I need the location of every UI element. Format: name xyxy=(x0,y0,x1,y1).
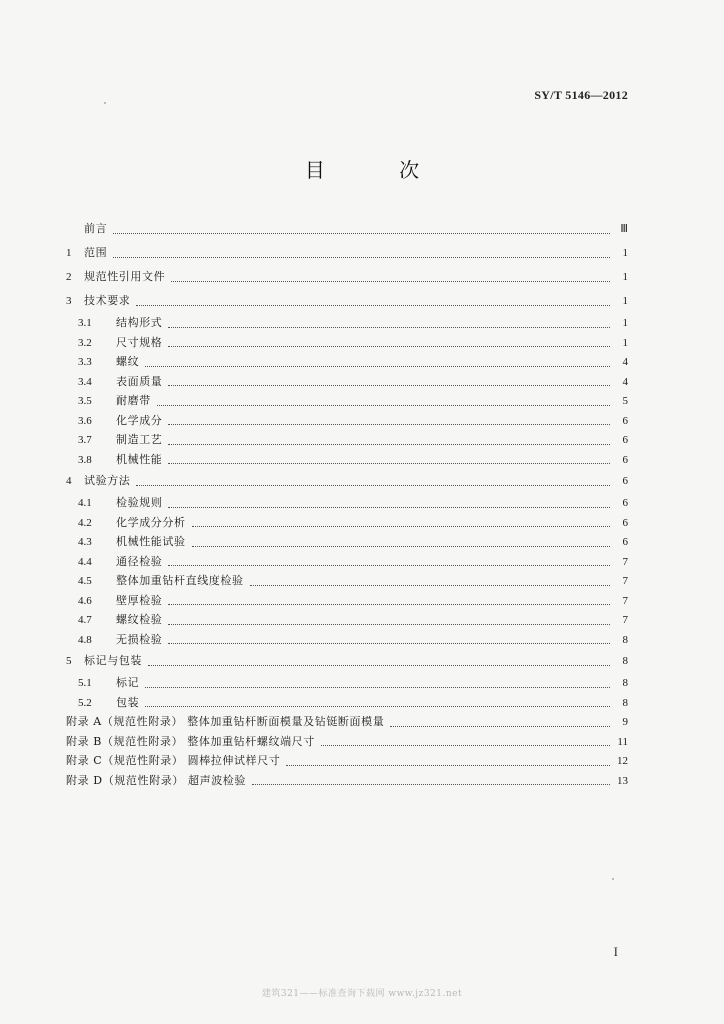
toc-dot-leader xyxy=(168,326,610,328)
toc-entry-number: 3.7 xyxy=(78,434,92,446)
toc-dot-leader xyxy=(136,304,610,306)
toc-entry-page: 1 xyxy=(622,336,628,349)
toc-entry-number: 5 xyxy=(66,655,72,667)
toc-dot-leader xyxy=(168,345,610,347)
toc-entry-number: 4.8 xyxy=(78,633,92,646)
toc-entry[interactable] xyxy=(66,712,628,732)
toc-entry[interactable] xyxy=(66,610,628,630)
toc-dot-leader xyxy=(113,256,610,258)
toc-entry[interactable] xyxy=(66,241,628,265)
toc-entry[interactable] xyxy=(66,732,628,752)
page-title: 目 次 xyxy=(304,158,454,182)
toc-entry-page: 8 xyxy=(622,696,628,709)
toc-entry-page: 1 xyxy=(622,271,628,283)
toc-entry[interactable] xyxy=(66,513,628,533)
toc-entry-number: 4.1 xyxy=(78,497,92,509)
toc-dot-leader xyxy=(136,484,610,486)
toc-entry[interactable] xyxy=(66,391,628,411)
toc-dot-leader xyxy=(252,783,610,785)
toc-entry-page: 1 xyxy=(622,247,628,259)
toc-entry-page: 6 xyxy=(622,414,628,427)
toc-entry-page: 4 xyxy=(622,375,628,388)
toc-dot-leader xyxy=(168,443,610,445)
toc-entry-page: 6 xyxy=(622,536,628,548)
toc-entry-label: 通径检验 xyxy=(116,554,163,568)
toc-dot-leader xyxy=(168,384,610,386)
toc-entry[interactable] xyxy=(66,352,628,372)
toc-dot-leader xyxy=(171,280,610,282)
toc-dot-leader xyxy=(192,545,610,547)
toc-entry-page: 8 xyxy=(622,633,628,646)
toc-entry-label: 附录 C（规范性附录） 圆棒拉伸试样尺寸 xyxy=(66,754,281,767)
toc-entry[interactable] xyxy=(66,673,628,693)
toc-entry-page: 7 xyxy=(622,614,628,626)
toc-entry-number: 3.6 xyxy=(78,414,92,427)
toc-entry[interactable] xyxy=(66,372,628,392)
scan-speck xyxy=(612,878,614,880)
toc-entry[interactable] xyxy=(66,313,628,333)
toc-entry-label: 附录 B（规范性附录） 整体加重钻杆螺纹端尺寸 xyxy=(66,734,315,748)
toc-entry-page: 8 xyxy=(622,655,628,667)
toc-entry-label: 机械性能 xyxy=(116,452,163,466)
toc-dot-leader xyxy=(168,462,610,464)
toc-entry-number: 4 xyxy=(66,475,72,487)
toc-entry[interactable] xyxy=(66,493,628,513)
toc-entry[interactable] xyxy=(66,289,628,313)
toc-entry-page: 7 xyxy=(622,575,628,587)
toc-dot-leader xyxy=(145,686,610,688)
toc-entry-page: 6 xyxy=(622,475,628,487)
page-folio: I xyxy=(613,944,618,959)
toc-dot-leader xyxy=(157,404,610,406)
toc-entry-label: 规范性引用文件 xyxy=(84,270,166,283)
toc-entry-label: 结构形式 xyxy=(116,316,163,329)
toc-entry-label: 制造工艺 xyxy=(116,433,163,446)
toc-entry-label: 标记 xyxy=(116,676,140,689)
toc-dot-leader xyxy=(145,365,610,367)
toc-entry-label: 包装 xyxy=(116,695,140,709)
toc-entry[interactable] xyxy=(66,552,628,572)
toc-entry-label: 无损检验 xyxy=(116,632,163,646)
toc-entry-label: 尺寸规格 xyxy=(116,335,163,349)
toc-entry-number: 4.5 xyxy=(78,575,92,587)
toc-entry[interactable] xyxy=(66,693,628,713)
toc-entry-page: 11 xyxy=(617,735,628,748)
toc-entry-label: 耐磨带 xyxy=(116,394,151,407)
toc-entry-number: 3.3 xyxy=(78,356,92,368)
toc-entry-number: 4.2 xyxy=(78,516,92,529)
toc-entry-number: 2 xyxy=(66,271,72,283)
toc-entry[interactable] xyxy=(66,771,628,791)
toc-entry[interactable] xyxy=(66,469,628,493)
toc-entry-label: 检验规则 xyxy=(116,496,163,509)
toc-dot-leader xyxy=(192,525,610,527)
table-of-contents xyxy=(66,217,628,790)
toc-entry-page: 1 xyxy=(622,295,628,307)
toc-dot-leader xyxy=(113,232,610,234)
toc-entry-label: 化学成分分析 xyxy=(116,515,186,529)
toc-dot-leader xyxy=(168,623,610,625)
toc-entry[interactable] xyxy=(66,217,628,241)
toc-entry-label: 螺纹检验 xyxy=(116,613,163,626)
toc-entry-page: 6 xyxy=(622,516,628,529)
toc-entry-page: 4 xyxy=(622,356,628,368)
toc-entry-number: 4.3 xyxy=(78,536,92,548)
toc-entry-page: 7 xyxy=(622,594,628,607)
toc-dot-leader xyxy=(390,725,610,727)
toc-entry[interactable] xyxy=(66,649,628,673)
toc-entry-label: 标记与包装 xyxy=(84,654,142,667)
toc-entry-label: 前言 xyxy=(84,222,108,235)
toc-entry[interactable] xyxy=(66,571,628,591)
toc-entry[interactable] xyxy=(66,430,628,450)
toc-dot-leader xyxy=(148,664,610,666)
toc-entry-page: 6 xyxy=(622,453,628,466)
toc-entry-number: 4.6 xyxy=(78,594,92,607)
toc-entry-label: 机械性能试验 xyxy=(116,535,186,548)
toc-entry-number: 5.2 xyxy=(78,696,92,709)
toc-entry-number: 3.5 xyxy=(78,395,92,407)
toc-entry[interactable] xyxy=(66,411,628,431)
toc-entry-page: 9 xyxy=(622,716,628,728)
watermark: 建筑321——标准查询下载网 www.jz321.net xyxy=(261,989,463,999)
toc-dot-leader xyxy=(168,564,610,566)
toc-entry-page: Ⅲ xyxy=(620,223,628,235)
toc-entry-label: 附录 D（规范性附录） 超声波检验 xyxy=(66,773,247,787)
toc-entry-page: 6 xyxy=(622,497,628,509)
toc-entry[interactable] xyxy=(66,333,628,353)
toc-entry-page: 8 xyxy=(622,677,628,689)
toc-entry-label: 范围 xyxy=(84,246,108,259)
toc-entry-label: 附录 A（规范性附录） 整体加重钻杆断面模量及钻铤断面模量 xyxy=(66,715,385,728)
toc-entry-label: 技术要求 xyxy=(84,294,131,307)
toc-entry-number: 3.2 xyxy=(78,336,92,349)
toc-entry-number: 5.1 xyxy=(78,677,92,689)
toc-entry[interactable] xyxy=(66,450,628,470)
toc-entry-number: 1 xyxy=(66,247,72,259)
toc-entry-label: 表面质量 xyxy=(116,374,163,388)
toc-dot-leader xyxy=(168,423,610,425)
toc-entry-page: 13 xyxy=(617,774,628,787)
toc-entry-page: 12 xyxy=(617,755,628,767)
toc-entry-page: 5 xyxy=(622,395,628,407)
standard-code: SY/T 5146—2012 xyxy=(534,88,628,102)
toc-entry-label: 整体加重钻杆直线度检验 xyxy=(116,574,244,587)
toc-entry-number: 3.8 xyxy=(78,453,92,466)
toc-entry-number: 3.1 xyxy=(78,317,92,329)
toc-entry-label: 试验方法 xyxy=(84,474,131,487)
toc-entry-number: 3.4 xyxy=(78,375,92,388)
toc-entry-number: 3 xyxy=(66,295,72,307)
toc-entry-page: 1 xyxy=(622,317,628,329)
toc-entry-page: 6 xyxy=(622,434,628,446)
toc-entry[interactable] xyxy=(66,630,628,650)
toc-entry[interactable] xyxy=(66,265,628,289)
toc-entry[interactable] xyxy=(66,751,628,771)
toc-entry-page: 7 xyxy=(622,555,628,568)
toc-dot-leader xyxy=(168,603,610,605)
toc-entry[interactable] xyxy=(66,591,628,611)
toc-entry-label: 螺纹 xyxy=(116,355,140,368)
toc-dot-leader xyxy=(321,744,610,746)
toc-dot-leader xyxy=(145,705,610,707)
toc-dot-leader xyxy=(286,764,610,766)
toc-entry-label: 壁厚检验 xyxy=(116,593,163,607)
toc-entry-label: 化学成分 xyxy=(116,413,163,427)
toc-dot-leader xyxy=(250,584,610,586)
toc-dot-leader xyxy=(168,642,610,644)
toc-entry[interactable] xyxy=(66,532,628,552)
scan-speck xyxy=(104,102,106,104)
toc-dot-leader xyxy=(168,506,610,508)
toc-entry-number: 4.4 xyxy=(78,555,92,568)
toc-entry-number: 4.7 xyxy=(78,614,92,626)
